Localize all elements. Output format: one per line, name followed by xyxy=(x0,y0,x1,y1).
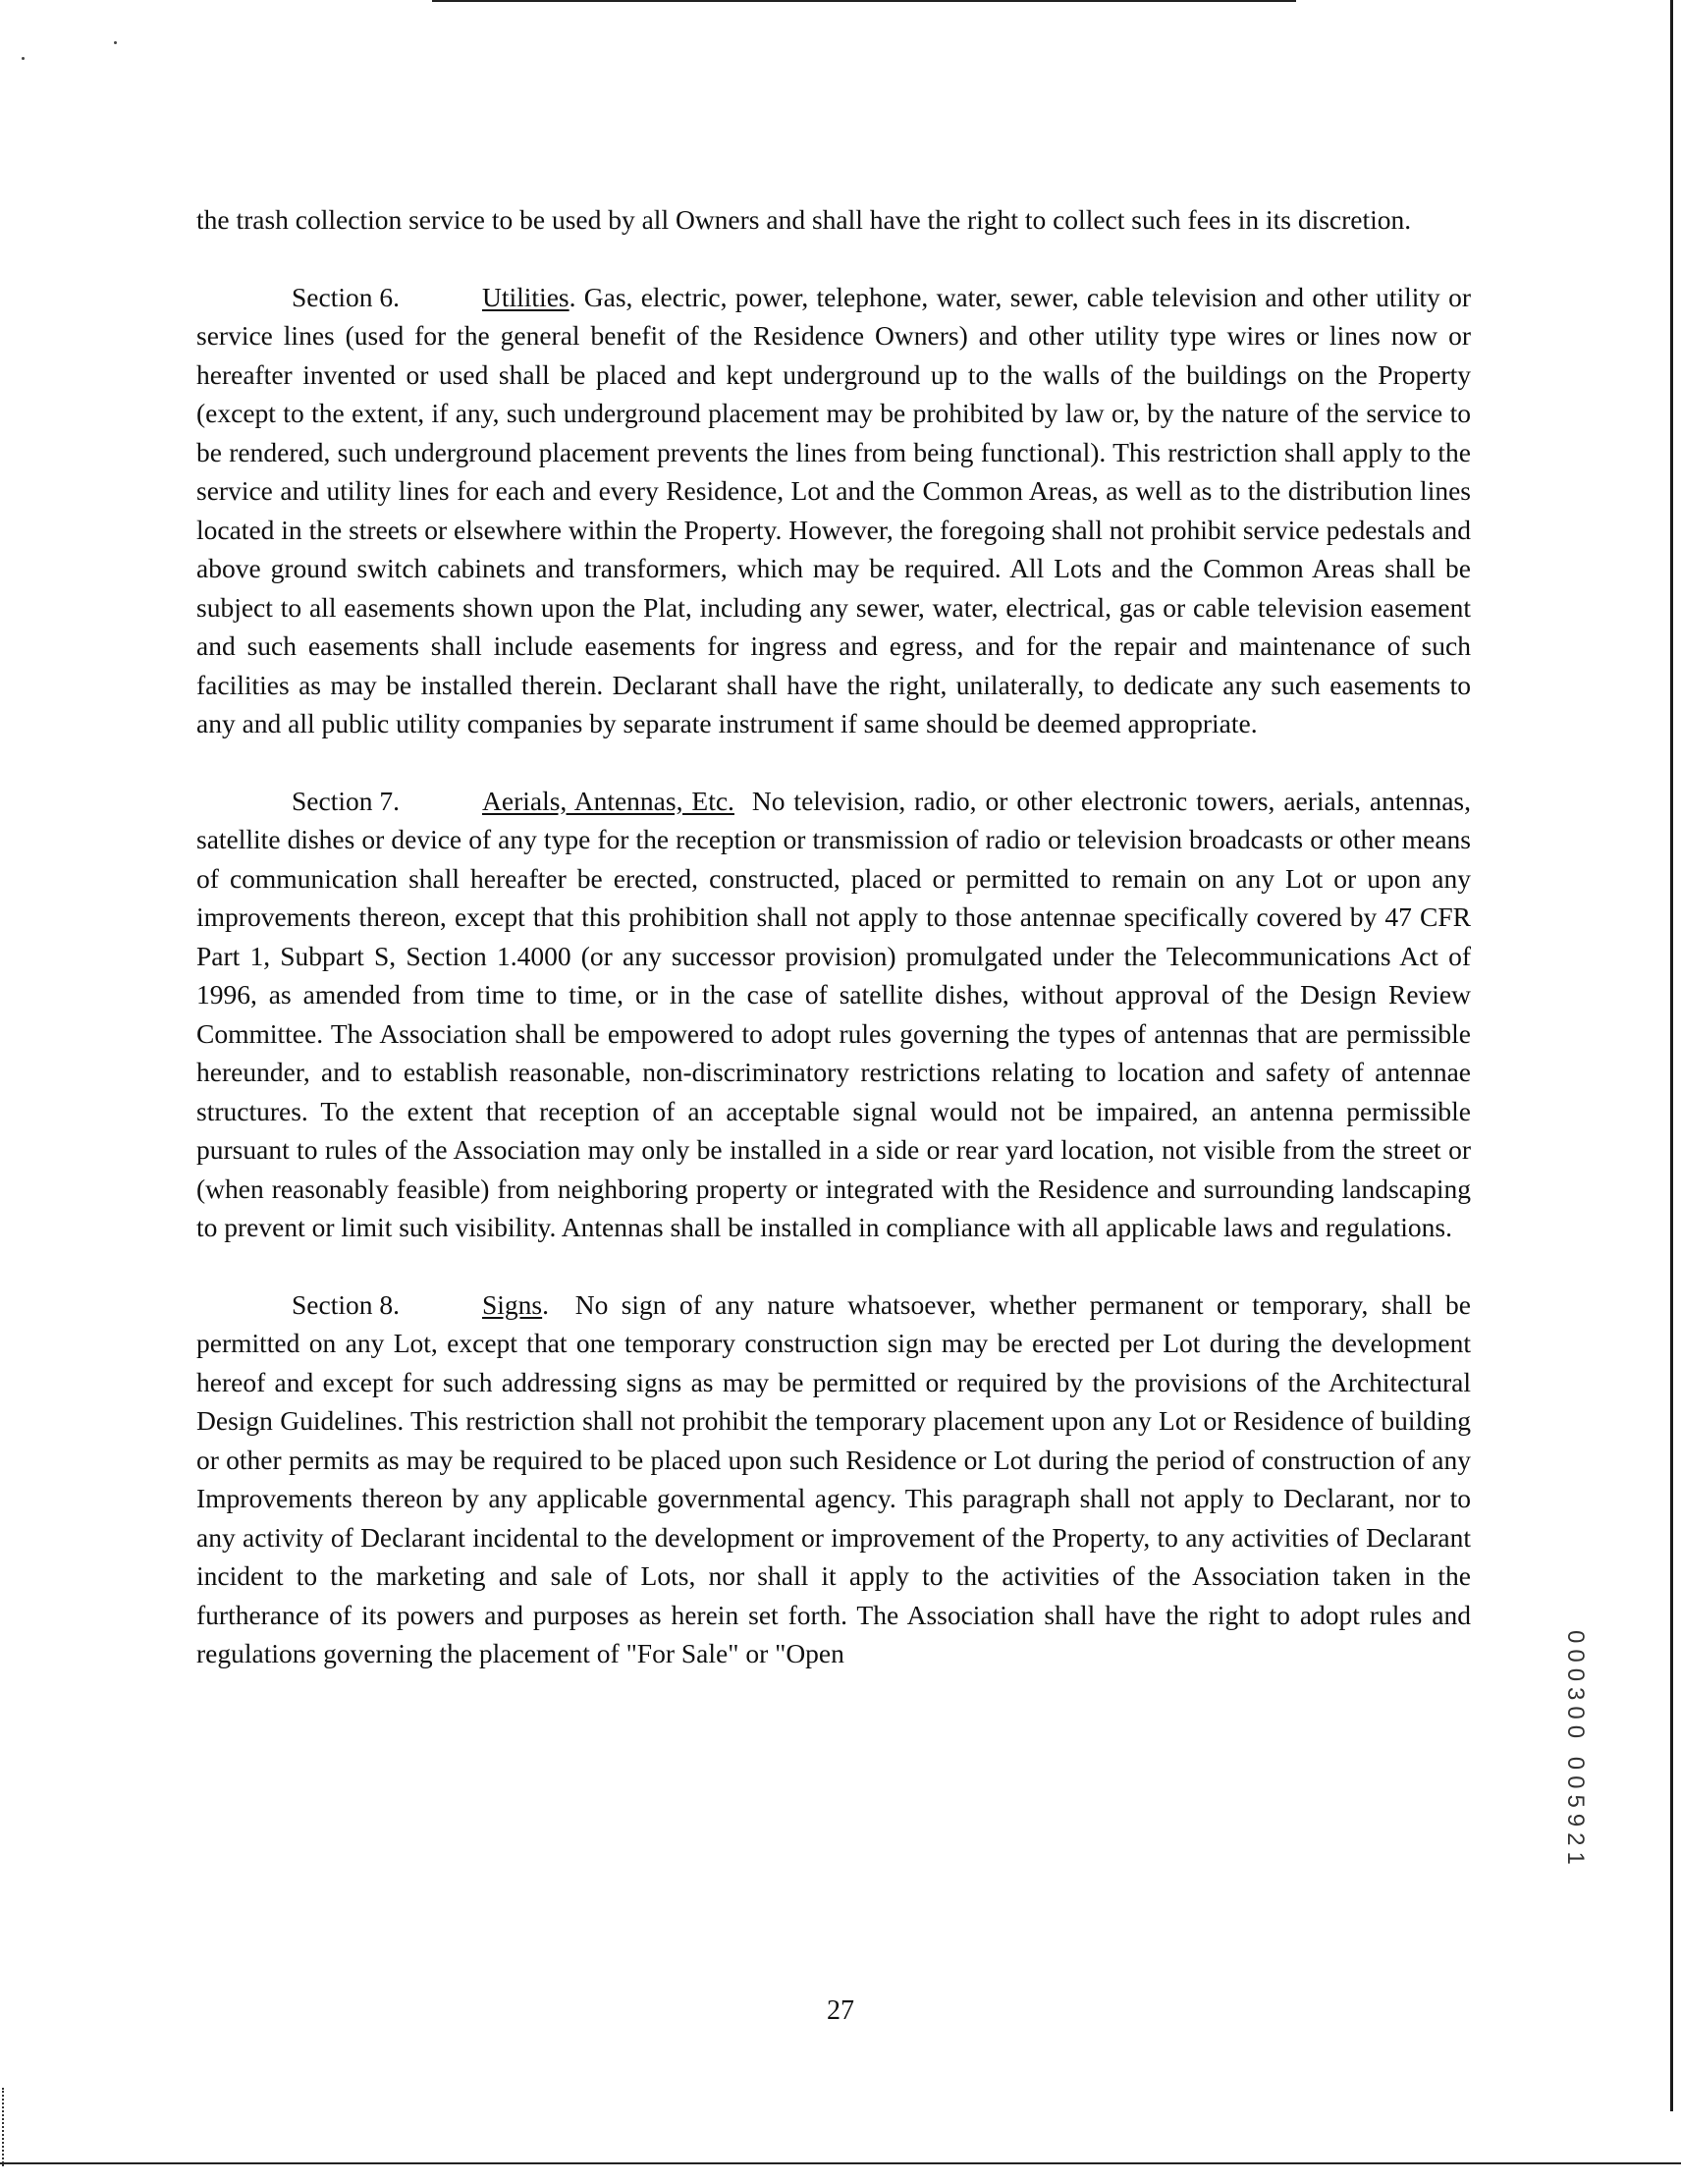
section-8-number: Section 8. xyxy=(292,1288,400,1320)
scan-edge-bottom xyxy=(0,2162,1681,2164)
section-6-paragraph xyxy=(196,278,1471,743)
section-7-body: No television, radio, or other electronic towers, aerials, antennas, satellite dishes or device of any type for the reception or transmission of radio or television broadcasts or other means of communication shall hereafter be erected, constructed, placed or permitted to remain on any Lot or upon any improvements thereon, except that this prohibition shall not apply to those antennae specifically covered by 47 CFR Part 1, Subpart S, Section 1.4000 (or any successor provision) promulgated under the Telecommunications Act of 1996, as amended from time to time, or in the case of satellite dishes, without approval of the Design Review Committee. The Association shall be empowered to adopt rules governing the types of antennas that are permissible hereunder, and to establish reasonable, non-discriminatory restrictions relating to location and safety of antennae structures. To the extent that reception of an acceptable signal would not be impaired, an antenna permissible pursuant to rules of the Association may only be installed in a side or rear yard location, not visible from the street or (when reasonably feasible) from neighboring property or integrated with the Residence and surrounding landscaping to prevent or limit such visibility. Antennas shall be installed in compliance with all applicable laws and regulations. xyxy=(196,785,1472,1242)
section-7-number: Section 7. xyxy=(292,785,400,816)
section-6-heading: Utilities xyxy=(482,281,569,312)
scan-speck xyxy=(114,41,117,44)
scan-edge-left xyxy=(2,2088,6,2166)
section-8-paragraph xyxy=(196,1285,1471,1673)
scan-speck xyxy=(22,57,25,60)
section-8-heading-punct: . xyxy=(542,1288,550,1320)
intro-paragraph: the trash collection service to be used by all Owners and shall have the right to collect such fees in its discretion. xyxy=(196,204,1412,235)
section-6-body: Gas, electric, power, telephone, water, sewer, cable television and other utility or service lines (used for the general benefit of the Residence Owners) and other utility type wires or lines now or hereafter invented or used shall be placed and kept underground up to the walls of the buildings on the Property (except to the extent, if any, such underground placement may be prohibited by law or, by the nature of the service to be rendered, such underground placement prevents the lines from being functional). This restriction shall apply to the service and utility lines for each and every Residence, Lot and the Common Areas, as well as to the distribution lines located in the streets or elsewhere within the Property. However, the foregoing shall not prohibit service pedestals and above ground switch cabinets and transformers, which may be required. All Lots and the Common Areas shall be subject to all easements shown upon the Plat, including any sewer, water, electrical, gas or cable television easement and such easements shall include easements for ingress and egress, and for the repair and maintenance of such facilities as may be installed therein. Declarant shall have the right, unilaterally, to dedicate any such easements to any and all public utility companies by separate instrument if same should be deemed appropriate. xyxy=(196,281,1471,738)
recording-stamp: 000300 005921 xyxy=(1562,1630,1589,1871)
section-6-number: Section 6. xyxy=(292,281,400,312)
body-text xyxy=(196,200,1471,1712)
section-8-body: No sign of any nature whatsoever, whether permanent or temporary, shall be permitted on any Lot, except that one temporary construction sign may be erected per Lot during the development hereof and except for such addressing signs as may be permitted or required by the provisions of the Architectural Design Guidelines. This restriction shall not prohibit the temporary placement upon any Lot or Residence of building or other permits as may be required to be placed upon such Residence or Lot during the period of construction of any Improvements thereon by any applicable governmental agency. This paragraph shall not apply to Declarant, nor to any activity of Declarant incidental to the development or improvement of the Property, to any activities of Declarant incident to the marketing and sale of Lots, nor shall it apply to the activities of the Association taken in the furtherance of its powers and purposes as herein set forth. The Association shall have the right to adopt rules and regulations governing the placement of "For Sale" or "Open xyxy=(196,1288,1471,1668)
scan-edge-right xyxy=(1670,0,1673,2111)
section-7-heading: Aerials, Antennas, Etc. xyxy=(482,785,734,816)
section-6-heading-punct: . xyxy=(569,281,576,312)
page-number: 27 xyxy=(827,1995,854,2026)
section-8-heading: Signs xyxy=(482,1288,543,1320)
scan-edge-top xyxy=(432,0,1296,2)
section-7-paragraph xyxy=(196,782,1471,1247)
